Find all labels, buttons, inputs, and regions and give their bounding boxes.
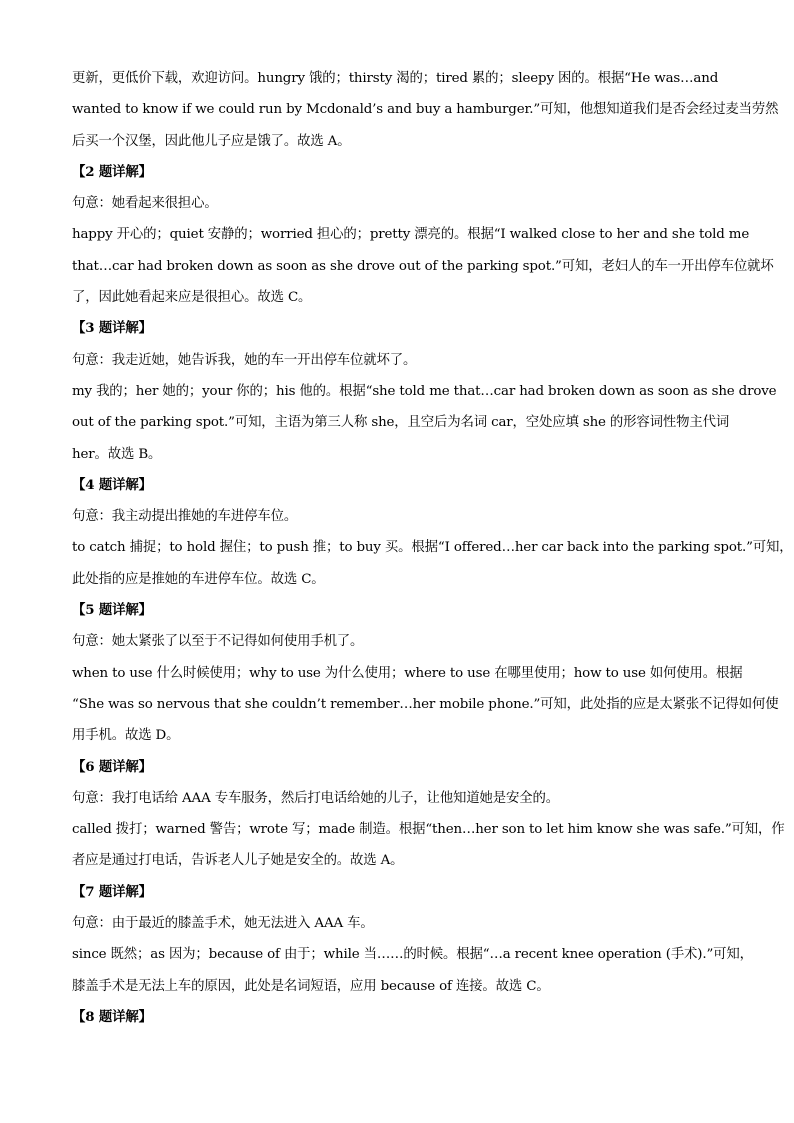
text-line: when to use 什么时候使用；why to use 为什么使用；where to use 在哪里使用；how to use 如何使用。根据: [72, 665, 743, 681]
text-line: 句意：她看起来很担心。: [72, 196, 218, 212]
text-line: 句意：我主动提出推她的车进停车位。: [72, 509, 298, 525]
text-line: 句意：我打电话给 AAA 专车服务，然后打电话给她的儿子，让他知道她是安全的。: [72, 790, 559, 806]
text-line: wanted to know if we could run by Mcdonald’s and buy a hamburger.”可知，他想知道我们是否会经过麦当劳然: [72, 102, 779, 118]
text-line: 更新，更低价下载，欢迎访问。hungry 饿的；thirsty 渴的；tired 累的；sleepy 困的。根据“He was…and: [72, 71, 719, 86]
text-line: “She was so nervous that she couldn’t remember…her mobile phone.”可知，此处指的应是太紧张不记得如何使: [72, 696, 779, 712]
text-line: 句意：由于最近的膝盖手术，她无法进入 AAA 车。: [72, 916, 374, 932]
text-line: to catch 捕捉；to hold 握住；to push 推；to buy 买。根据“I offered…her car back into the parking spot.”可知，: [72, 540, 793, 556]
text-line: 膝盖手术是无法上车的原因，此处是名词短语，应用 because of 连接。故选 C。: [72, 978, 550, 994]
question-heading: 【7 题详解】: [72, 883, 152, 900]
document-body: [72, 63, 793, 1033]
text-line: out of the parking spot.”可知，主语为第三人称 she，且空后为名词 car，空处应填 she 的形容词性物主代词: [72, 415, 730, 431]
text-line: that…car had broken down as soon as she drove out of the parking spot.”可知，老妇人的车一开出停车位就坏: [72, 258, 774, 274]
question-heading: 【5 题详解】: [72, 602, 152, 619]
question-heading: 【8 题详解】: [72, 1008, 152, 1025]
question-heading: 【4 题详解】: [72, 476, 152, 493]
question-heading: 【3 题详解】: [72, 320, 152, 337]
text-line: since 既然；as 因为；because of 由于；while 当……的时候。根据“…a recent knee operation (手术).”可知，: [72, 947, 753, 963]
text-line: her。故选 B。: [72, 446, 162, 462]
text-line: 此处指的应是推她的车进停车位。故选 C。: [72, 571, 325, 587]
text-line: 后买一个汉堡，因此他儿子应是饿了。故选 A。: [72, 133, 351, 149]
text-line: called 拨打；warned 警告；wrote 写；made 制造。根据“then…her son to let him know she was safe.”可知，作: [72, 822, 785, 838]
text-line: 者应是通过打电话，告诉老人儿子她是安全的。故选 A。: [72, 853, 404, 869]
text-line: my 我的；her 她的；your 你的；his 他的。根据“she told me that…car had broken down as soon as she drove: [72, 383, 777, 399]
text-line: 了，因此她看起来应是很担心。故选 C。: [72, 290, 312, 306]
question-heading: 【2 题详解】: [72, 163, 152, 180]
text-line: happy 开心的；quiet 安静的；worried 担心的；pretty 漂亮的。根据“I walked close to her and she told me: [72, 227, 750, 243]
text-line: 用手机。故选 D。: [72, 728, 180, 744]
text-line: 句意：她太紧张了以至于不记得如何使用手机了。: [72, 634, 364, 650]
text-line: 句意：我走近她，她告诉我，她的车一开出停车位就坏了。: [72, 352, 417, 368]
question-heading: 【6 题详解】: [72, 758, 152, 775]
